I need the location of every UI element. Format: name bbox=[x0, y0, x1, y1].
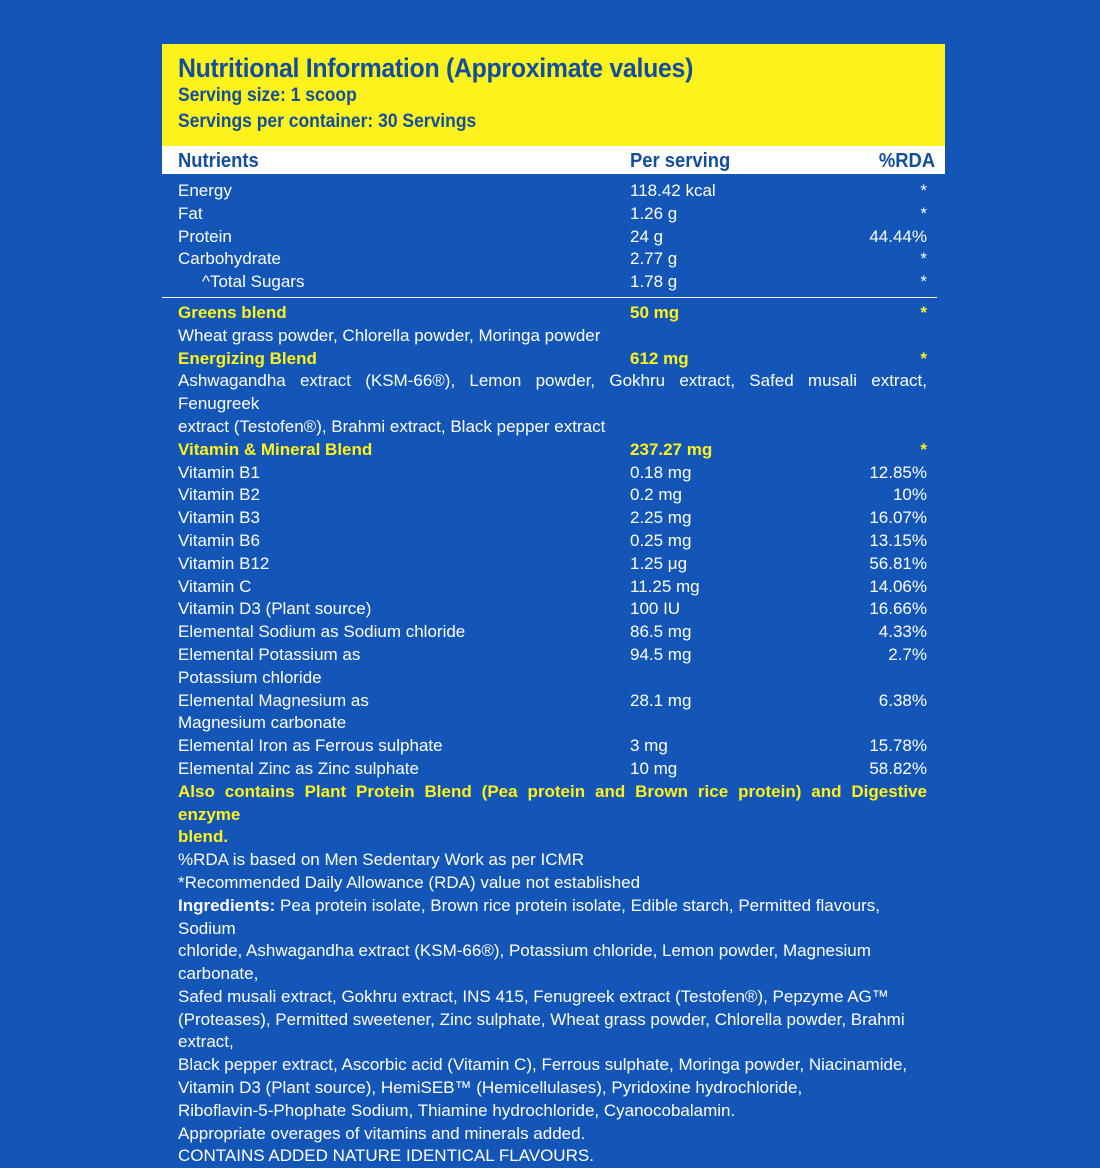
nutrient-value: 0.2 mg bbox=[630, 485, 682, 505]
nutrient-rda: * bbox=[920, 203, 927, 223]
table-row bbox=[162, 203, 945, 226]
table-row bbox=[162, 598, 945, 621]
nutrient-value: 28.1 mg bbox=[630, 690, 692, 710]
blend-name: Greens blend bbox=[178, 302, 287, 322]
column-per-serving: Per serving bbox=[630, 150, 731, 172]
nutrient-rda: 6.38% bbox=[878, 690, 927, 710]
nutrient-rda: 12.85% bbox=[869, 462, 927, 482]
nutrient-name: ^Total Sugars bbox=[202, 272, 305, 292]
table-row bbox=[162, 248, 945, 271]
energizing-detail-line2: extract (Testofen®), Brahmi extract, Black pepper extract bbox=[178, 416, 606, 436]
table-row bbox=[162, 553, 945, 576]
nutrition-header bbox=[162, 44, 945, 146]
greens-blend-row bbox=[162, 302, 945, 325]
blend-rda: * bbox=[920, 348, 927, 368]
table-row bbox=[162, 226, 945, 249]
energizing-blend-row bbox=[162, 348, 945, 371]
ingredients-text: Pea protein isolate, Brown rice protein isolate, Edible starch, Permitted flavours, Sodium bbox=[178, 895, 881, 938]
blend-name: Vitamin & Mineral Blend bbox=[178, 439, 373, 459]
nutrient-rda: 2.7% bbox=[888, 644, 927, 664]
nutrient-name: Vitamin B12 bbox=[178, 553, 270, 573]
blend-rda: * bbox=[920, 439, 927, 459]
table-row bbox=[162, 484, 945, 507]
overages-note: Appropriate overages of vitamins and minerals added. bbox=[178, 1123, 586, 1143]
nutrient-value: 100 IU bbox=[630, 599, 681, 619]
greens-blend-detail: Wheat grass powder, Chlorella powder, Moringa powder bbox=[178, 325, 601, 345]
table-row bbox=[162, 690, 945, 713]
nutrient-rda: 58.82% bbox=[869, 758, 927, 778]
column-header bbox=[162, 146, 945, 174]
ingredients-label: Ingredients: bbox=[178, 895, 276, 915]
nutrient-rda: 16.07% bbox=[869, 508, 927, 528]
also-contains-line1: Also contains Plant Protein Blend (Pea protein and Brown rice protein) and Digestive enzyme bbox=[178, 781, 927, 824]
nutrient-name: Vitamin C bbox=[178, 576, 252, 596]
nutrient-name: Vitamin D3 (Plant source) bbox=[178, 599, 372, 619]
nutrient-value: 86.5 mg bbox=[630, 622, 692, 642]
nutrient-value: 1.25 μg bbox=[630, 553, 688, 573]
nutrient-name: Elemental Zinc as Zinc sulphate bbox=[178, 758, 419, 778]
nutrient-name: Elemental Iron as Ferrous sulphate bbox=[178, 736, 443, 756]
nutrient-rda: 14.06% bbox=[869, 576, 927, 596]
nutrient-name: Elemental Potassium as bbox=[178, 644, 361, 664]
blend-value: 237.27 mg bbox=[630, 439, 713, 459]
nutrient-value: 94.5 mg bbox=[630, 644, 692, 664]
ingredients-line6: Vitamin D3 (Plant source), HemiSEB™ (Hemicellulases), Pyridoxine hydrochloride, bbox=[178, 1078, 803, 1098]
serving-size: Serving size: 1 scoop bbox=[178, 85, 357, 106]
nutrient-rda: 44.44% bbox=[869, 226, 927, 246]
nutrient-value: 24 g bbox=[630, 226, 664, 246]
nutrient-name: Protein bbox=[178, 226, 232, 246]
ingredients-line2: chloride, Ashwagandha extract (KSM-66®), Potassium chloride, Lemon powder, Magnesium carbonate, bbox=[178, 941, 871, 984]
nutrient-value: 1.26 g bbox=[630, 203, 678, 223]
nutrient-name: Vitamin B1 bbox=[178, 462, 260, 482]
nutrient-name: Vitamin B6 bbox=[178, 530, 260, 550]
table-row bbox=[162, 271, 945, 294]
nutrient-name: Vitamin B3 bbox=[178, 508, 260, 528]
table-row bbox=[162, 735, 945, 758]
nutrient-rda: 4.33% bbox=[878, 622, 927, 642]
energizing-detail-line1: Ashwagandha extract (KSM-66®), Lemon powder, Gokhru extract, Safed musali extract, Fenugreek bbox=[178, 371, 927, 414]
nutrient-name: Magnesium carbonate bbox=[178, 713, 347, 733]
blend-name: Energizing Blend bbox=[178, 348, 317, 368]
table-row bbox=[162, 621, 945, 644]
nutrient-name: Fat bbox=[178, 203, 203, 223]
nutrition-title: Nutritional Information (Approximate values) bbox=[178, 53, 694, 83]
nutrient-name: Potassium chloride bbox=[178, 667, 322, 687]
blend-value: 50 mg bbox=[630, 302, 680, 322]
table-row bbox=[162, 576, 945, 599]
nutrient-value: 1.78 g bbox=[630, 272, 678, 292]
table-row bbox=[162, 180, 945, 203]
vitamin-blend-row bbox=[162, 439, 945, 462]
rda-not-established-note: *Recommended Daily Allowance (RDA) value not established bbox=[178, 872, 641, 892]
section-divider bbox=[162, 297, 937, 298]
table-row bbox=[162, 758, 945, 781]
nutrient-name: Elemental Magnesium as bbox=[178, 690, 369, 710]
nutrient-rda: * bbox=[920, 249, 927, 269]
nutrient-rda: 10% bbox=[892, 485, 927, 505]
nutrient-rda: 56.81% bbox=[869, 553, 927, 573]
nutrient-value: 0.25 mg bbox=[630, 530, 692, 550]
nutrient-rda: 15.78% bbox=[869, 736, 927, 756]
nutrient-name: Elemental Sodium as Sodium chloride bbox=[178, 622, 466, 642]
nutrient-rda: * bbox=[920, 272, 927, 292]
blend-rda: * bbox=[920, 302, 927, 322]
nutrient-value: 11.25 mg bbox=[630, 576, 700, 596]
column-nutrients: Nutrients bbox=[178, 150, 259, 172]
ingredients-line3: Safed musali extract, Gokhru extract, INS 415, Fenugreek extract (Testofen®), Pepzyme AG™ bbox=[178, 986, 889, 1006]
nutrient-name: Vitamin B2 bbox=[178, 485, 260, 505]
nutrient-value: 118.42 kcal bbox=[630, 181, 716, 200]
table-row bbox=[162, 644, 945, 667]
table-row bbox=[162, 462, 945, 485]
ingredients-line4: (Proteases), Permitted sweetener, Zinc sulphate, Wheat grass powder, Chlorella powder, Brahmi extract, bbox=[178, 1009, 905, 1052]
flavours-note: CONTAINS ADDED NATURE IDENTICAL FLAVOURS. bbox=[178, 1146, 594, 1166]
table-row bbox=[162, 507, 945, 530]
blend-value: 612 mg bbox=[630, 348, 689, 368]
rda-basis-note: %RDA is based on Men Sedentary Work as per ICMR bbox=[178, 850, 584, 870]
nutrient-rda: 16.66% bbox=[869, 599, 927, 619]
nutrient-name: Energy bbox=[178, 181, 232, 200]
table-row-continuation bbox=[162, 667, 945, 690]
nutrient-rda: * bbox=[920, 181, 927, 200]
table-row-continuation bbox=[162, 712, 945, 735]
nutrient-value: 2.25 mg bbox=[630, 508, 692, 528]
nutrition-rows bbox=[162, 180, 945, 1168]
nutrient-value: 2.77 g bbox=[630, 249, 678, 269]
nutrition-panel bbox=[162, 44, 945, 1168]
nutrient-value: 10 mg bbox=[630, 758, 678, 778]
also-contains-line2: blend. bbox=[178, 827, 229, 847]
servings-per-container: Servings per container: 30 Servings bbox=[178, 111, 477, 132]
ingredients-line7: Riboflavin-5-Phophate Sodium, Thiamine hydrochloride, Cyanocobalamin. bbox=[178, 1100, 736, 1120]
ingredients-line1 bbox=[162, 895, 945, 941]
nutrient-name: Carbohydrate bbox=[178, 249, 282, 269]
ingredients-line5: Black pepper extract, Ascorbic acid (Vitamin C), Ferrous sulphate, Moringa powder, Niacinamide, bbox=[178, 1055, 908, 1075]
column-rda: %RDA bbox=[878, 150, 935, 172]
nutrient-value: 0.18 mg bbox=[630, 462, 692, 482]
nutrient-rda: 13.15% bbox=[869, 530, 927, 550]
nutrient-value: 3 mg bbox=[630, 736, 668, 756]
table-row bbox=[162, 530, 945, 553]
